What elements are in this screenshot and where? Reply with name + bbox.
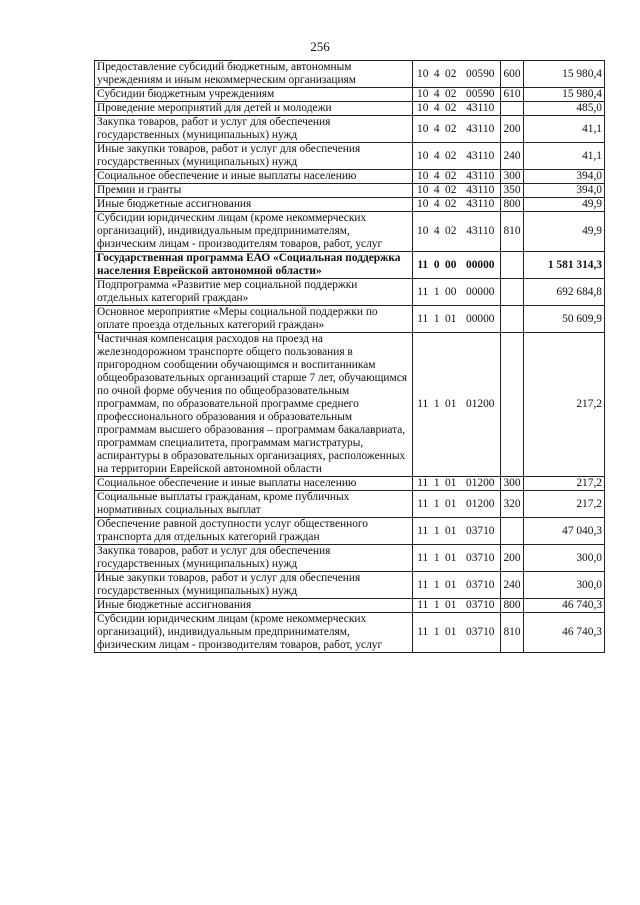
row-section-code: 11 (417, 398, 429, 410)
row-name: Премии и гранты (95, 184, 413, 198)
row-subsection-code: 4 (433, 225, 440, 237)
row-expense-type: 320 (501, 491, 524, 518)
row-name: Социальное обеспечение и иные выплаты населению (95, 477, 413, 491)
row-article-code: 43110 (461, 170, 501, 184)
row-expense-type (501, 518, 524, 545)
row-amount: 46 740,3 (524, 599, 605, 613)
row-subsection-code: 1 (433, 551, 440, 564)
table-row (95, 518, 605, 545)
row-code-group (413, 143, 461, 170)
row-expense-type: 610 (501, 88, 524, 102)
row-article-code: 03710 (461, 613, 501, 653)
table-row (95, 116, 605, 143)
row-name: Субсидии бюджетным учреждениям (95, 88, 413, 102)
row-section-code: 11 (417, 477, 429, 489)
row-article-code: 00000 (461, 306, 501, 333)
table-row (95, 102, 605, 116)
row-amount: 300,0 (524, 572, 605, 599)
row-code-group (413, 198, 461, 212)
row-amount: 41,1 (524, 116, 605, 143)
row-expense-type (501, 102, 524, 116)
row-amount: 49,9 (524, 198, 605, 212)
row-subsection-code: 1 (433, 524, 440, 537)
row-amount: 1 581 314,3 (524, 252, 605, 279)
row-expense-type: 600 (501, 61, 524, 88)
row-subsection-code: 4 (433, 102, 440, 114)
row-section-code: 10 (417, 225, 429, 237)
row-amount: 41,1 (524, 143, 605, 170)
row-section-code: 11 (417, 626, 429, 638)
row-amount: 15 980,4 (524, 88, 605, 102)
row-article-code: 43110 (461, 212, 501, 252)
table-row (95, 252, 605, 279)
row-article-code: 00000 (461, 252, 501, 279)
row-program-code: 01 (445, 477, 457, 489)
row-name: Основное мероприятие «Меры социальной поддержки по оплате проезда отдельных категорий граждан» (95, 306, 413, 333)
row-program-code: 01 (445, 551, 457, 564)
row-code-group (413, 102, 461, 116)
row-section-code: 11 (417, 578, 429, 591)
row-article-code: 03710 (461, 599, 501, 613)
row-program-code: 02 (445, 67, 457, 80)
row-name: Иные закупки товаров, работ и услуг для обеспечения государственных (муниципальных) нужд (95, 143, 413, 170)
row-program-code: 02 (445, 122, 457, 135)
row-article-code: 01200 (461, 333, 501, 477)
budget-table-body (95, 61, 605, 653)
row-subsection-code: 4 (433, 198, 440, 210)
row-article-code: 43110 (461, 143, 501, 170)
row-program-code: 01 (445, 599, 457, 611)
row-section-code: 10 (417, 198, 429, 210)
table-row (95, 491, 605, 518)
row-program-code: 01 (445, 578, 457, 591)
row-article-code: 43110 (461, 102, 501, 116)
row-expense-type (501, 306, 524, 333)
row-expense-type: 810 (501, 613, 524, 653)
row-article-code: 01200 (461, 477, 501, 491)
row-name: Закупка товаров, работ и услуг для обеспечения государственных (муниципальных) нужд (95, 545, 413, 572)
row-program-code: 01 (445, 524, 457, 537)
table-row (95, 143, 605, 170)
row-program-code: 02 (445, 102, 457, 114)
row-expense-type: 240 (501, 143, 524, 170)
row-name: Проведение мероприятий для детей и молодежи (95, 102, 413, 116)
row-name: Субсидии юридическим лицам (кроме некоммерческих организаций), индивидуальным предпринимателям, физическим лицам - производителям товаров, работ, услуг (95, 212, 413, 252)
row-amount: 394,0 (524, 184, 605, 198)
row-article-code: 43110 (461, 198, 501, 212)
row-subsection-code: 1 (433, 599, 440, 611)
row-program-code: 01 (445, 312, 457, 325)
row-section-code: 10 (417, 149, 429, 162)
row-expense-type (501, 252, 524, 279)
row-name: Социальное обеспечение и иные выплаты населению (95, 170, 413, 184)
row-amount: 217,2 (524, 333, 605, 477)
row-article-code: 01200 (461, 491, 501, 518)
row-amount: 49,9 (524, 212, 605, 252)
row-amount: 46 740,3 (524, 613, 605, 653)
row-subsection-code: 4 (433, 170, 440, 182)
row-name: Иные бюджетные ассигнования (95, 198, 413, 212)
row-amount: 50 609,9 (524, 306, 605, 333)
row-section-code: 10 (417, 170, 429, 182)
row-amount: 217,2 (524, 477, 605, 491)
row-name: Иные бюджетные ассигнования (95, 599, 413, 613)
row-section-code: 11 (417, 258, 429, 271)
row-section-code: 11 (417, 497, 429, 510)
row-code-group (413, 279, 461, 306)
table-row (95, 184, 605, 198)
row-article-code: 43110 (461, 184, 501, 198)
table-row (95, 279, 605, 306)
row-code-group (413, 613, 461, 653)
row-amount: 692 684,8 (524, 279, 605, 306)
row-code-group (413, 518, 461, 545)
row-code-group (413, 184, 461, 198)
row-name: Иные закупки товаров, работ и услуг для обеспечения государственных (муниципальных) нужд (95, 572, 413, 599)
row-program-code: 02 (445, 170, 457, 182)
table-row (95, 212, 605, 252)
row-code-group (413, 545, 461, 572)
table-row (95, 545, 605, 572)
row-subsection-code: 4 (433, 122, 440, 135)
row-subsection-code: 1 (433, 578, 440, 591)
row-expense-type: 350 (501, 184, 524, 198)
row-code-group (413, 477, 461, 491)
row-expense-type: 800 (501, 599, 524, 613)
row-program-code: 01 (445, 398, 457, 410)
row-subsection-code: 0 (433, 258, 440, 271)
table-row (95, 333, 605, 477)
row-section-code: 10 (417, 184, 429, 196)
row-program-code: 02 (445, 88, 457, 100)
row-expense-type: 200 (501, 545, 524, 572)
row-section-code: 11 (417, 312, 429, 325)
row-expense-type: 800 (501, 198, 524, 212)
row-expense-type (501, 279, 524, 306)
row-expense-type: 810 (501, 212, 524, 252)
budget-table (94, 60, 605, 653)
row-amount: 47 040,3 (524, 518, 605, 545)
row-amount: 15 980,4 (524, 61, 605, 88)
row-subsection-code: 1 (433, 477, 440, 489)
row-name: Частичная компенсация расходов на проезд на железнодорожном транспорте общего пользования в пригородном сообщении обучающимся и воспитанникам общеобразовательных организаций старше 7 лет, обучающимся по очной форме обучения по общеобразовательным программам, по образовательной программе среднего профессионального образования и образовательным программам высшего образования – программам бакалавриата, программам специалитета, программам магистратуры, аспирантуры в образовательных организациях, расположенных на территории Еврейской автономной области (95, 333, 413, 477)
table-row (95, 306, 605, 333)
row-amount: 300,0 (524, 545, 605, 572)
row-code-group (413, 88, 461, 102)
row-subsection-code: 4 (433, 149, 440, 162)
row-name: Государственная программа ЕАО «Социальная поддержка населения Еврейской автономной области» (95, 252, 413, 279)
table-row (95, 572, 605, 599)
row-name: Социальные выплаты гражданам, кроме публичных нормативных социальных выплат (95, 491, 413, 518)
row-name: Подпрограмма «Развитие мер социальной поддержки отдельных категорий граждан» (95, 279, 413, 306)
row-amount: 217,2 (524, 491, 605, 518)
table-row (95, 61, 605, 88)
row-expense-type: 200 (501, 116, 524, 143)
table-row (95, 599, 605, 613)
row-code-group (413, 572, 461, 599)
row-subsection-code: 4 (433, 88, 440, 100)
table-row (95, 170, 605, 184)
row-subsection-code: 1 (433, 497, 440, 510)
row-name: Обеспечение равной доступности услуг общественного транспорта для отдельных категорий граждан (95, 518, 413, 545)
row-name: Предоставление субсидий бюджетным, автономным учреждениям и иным некоммерческим организациям (95, 61, 413, 88)
row-program-code: 02 (445, 184, 457, 196)
row-article-code: 00000 (461, 279, 501, 306)
row-program-code: 01 (445, 626, 457, 638)
row-program-code: 02 (445, 149, 457, 162)
row-section-code: 11 (417, 551, 429, 564)
row-section-code: 11 (417, 524, 429, 537)
row-program-code: 00 (445, 285, 457, 298)
row-code-group (413, 306, 461, 333)
row-article-code: 03710 (461, 572, 501, 599)
row-article-code: 03710 (461, 545, 501, 572)
table-row (95, 88, 605, 102)
row-article-code: 03710 (461, 518, 501, 545)
row-article-code: 43110 (461, 116, 501, 143)
row-program-code: 02 (445, 198, 457, 210)
table-row (95, 198, 605, 212)
row-code-group (413, 491, 461, 518)
page-number: 256 (310, 39, 330, 54)
table-row (95, 477, 605, 491)
row-subsection-code: 1 (433, 398, 440, 410)
row-program-code: 01 (445, 497, 457, 510)
row-subsection-code: 4 (433, 184, 440, 196)
row-code-group (413, 170, 461, 184)
row-expense-type: 240 (501, 572, 524, 599)
row-amount: 485,0 (524, 102, 605, 116)
table-row (95, 613, 605, 653)
row-section-code: 10 (417, 102, 429, 114)
row-code-group (413, 61, 461, 88)
row-section-code: 10 (417, 88, 429, 100)
row-subsection-code: 1 (433, 626, 440, 638)
row-expense-type: 300 (501, 477, 524, 491)
row-name: Закупка товаров, работ и услуг для обеспечения государственных (муниципальных) нужд (95, 116, 413, 143)
row-program-code: 00 (445, 258, 457, 271)
row-name: Субсидии юридическим лицам (кроме некоммерческих организаций), индивидуальным предпринимателям, физическим лицам - производителям товаров, работ, услуг (95, 613, 413, 653)
row-code-group (413, 212, 461, 252)
row-subsection-code: 1 (433, 312, 440, 325)
row-subsection-code: 4 (433, 67, 440, 80)
row-program-code: 02 (445, 225, 457, 237)
row-code-group (413, 333, 461, 477)
row-section-code: 10 (417, 67, 429, 80)
row-code-group (413, 599, 461, 613)
row-expense-type (501, 333, 524, 477)
row-expense-type: 300 (501, 170, 524, 184)
row-code-group (413, 116, 461, 143)
row-section-code: 10 (417, 122, 429, 135)
row-article-code: 00590 (461, 61, 501, 88)
row-amount: 394,0 (524, 170, 605, 184)
row-article-code: 00590 (461, 88, 501, 102)
row-section-code: 11 (417, 285, 429, 298)
row-section-code: 11 (417, 599, 429, 611)
row-code-group (413, 252, 461, 279)
row-subsection-code: 1 (433, 285, 440, 298)
